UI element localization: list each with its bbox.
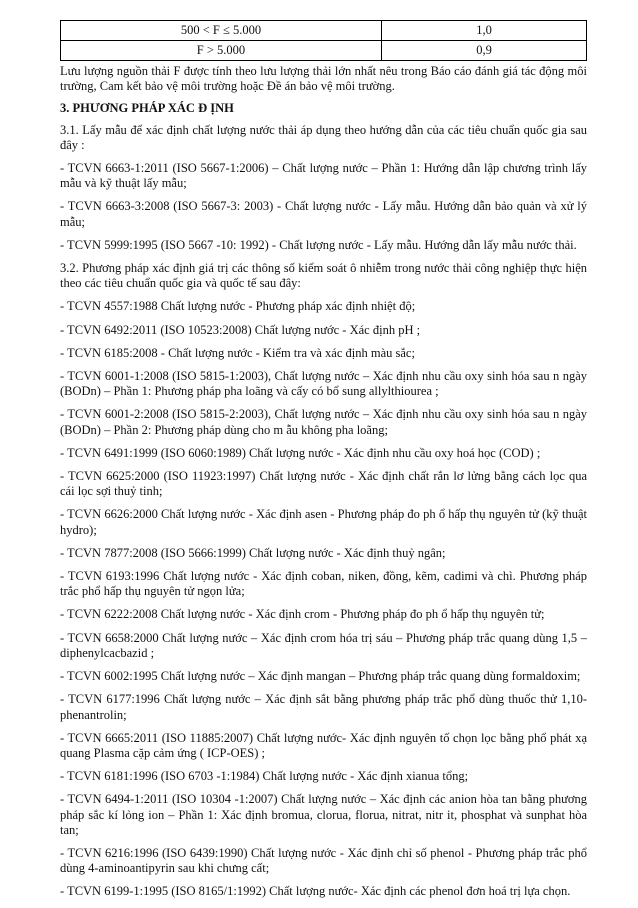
paragraph: - TCVN 6663-3:2008 (ISO 5667-3: 2003) - Chất lượng nước - Lấy mẫu. Hướng dẫn bảo quản và xử lý mẫu;	[60, 199, 587, 229]
paragraph: - TCVN 6625:2000 (ISO 11923:1997) Chất lượng nước - Xác định chất rắn lơ lửng bằng cách lọc qua cái lọc sợi thuỷ tinh;	[60, 469, 587, 499]
coefficient-table	[60, 20, 587, 61]
paragraph: - TCVN 6181:1996 (ISO 6703 -1:1984) Chất lượng nước - Xác định xianua tổng;	[60, 769, 469, 784]
paragraph: - TCVN 6002:1995 Chất lượng nước – Xác định mangan – Phương pháp trắc quang dùng formaldoxim;	[60, 669, 581, 684]
paragraph: - TCVN 6222:2008 Chất lượng nước - Xác định crom - Phương pháp đo ph ổ hấp thụ nguyên tử;	[60, 607, 545, 622]
table-cell-range: F > 5.000	[61, 41, 382, 61]
paragraph: - TCVN 6177:1996 Chất lượng nước – Xác định sắt bằng phương pháp trắc phổ dùng thuốc thử 1,10-phenantrolin;	[60, 692, 587, 722]
paragraph: - TCVN 5999:1995 (ISO 5667 -10: 1992) - Chất lượng nước - Lấy mẫu. Hướng dẫn lấy mẫu nước thải.	[60, 237, 577, 252]
paragraph: - TCVN 6199-1:1995 (ISO 8165/1:1992) Chất lượng nước- Xác định các phenol đơn hoá trị lựa chọn.	[60, 884, 571, 899]
section-heading: 3. PHƯƠNG PHÁP XÁC Đ ỊNH	[60, 101, 234, 116]
paragraph: - TCVN 6185:2008 - Chất lượng nước - Kiểm tra và xác định màu sắc;	[60, 345, 415, 360]
paragraph: 3.1. Lấy mẫu để xác định chất lượng nước thải áp dụng theo hướng dẫn của các tiêu chuẩn quốc gia sau đây :	[60, 122, 587, 152]
flow-note: Lưu lượng nguồn thải F được tính theo lưu lượng thải lớn nhất nêu trong Báo cáo đánh giá tác động môi trường, Cam kết bảo vệ môi trường hoặc Đề án bảo vệ môi trường.	[60, 64, 587, 94]
paragraph: - TCVN 7877:2008 (ISO 5666:1999) Chất lượng nước - Xác định thuỷ ngân;	[60, 545, 446, 560]
paragraph: - TCVN 6658:2000 Chất lượng nước – Xác định crom hóa trị sáu – Phương pháp trắc quang dùng 1,5 – diphenylcacbazid ;	[60, 630, 587, 660]
paragraph: - TCVN 6626:2000 Chất lượng nước - Xác định asen - Phương pháp đo ph ổ hấp thụ nguyên tử (kỹ thuật hydro);	[60, 507, 587, 537]
paragraph: - TCVN 6216:1996 (ISO 6439:1990) Chất lượng nước - Xác định chỉ số phenol - Phương pháp trắc phổ dùng 4-aminoantipyrin sau khi chưng cất;	[60, 845, 587, 876]
document-body	[60, 64, 587, 908]
paragraph-list	[60, 123, 587, 900]
paragraph: - TCVN 6193:1996 Chất lượng nước - Xác định coban, niken, đồng, kẽm, cadimi và chì. Phương pháp trắc phổ hấp thụ nguyên tử ngọn lửa;	[60, 569, 587, 599]
table-cell-coefficient: 0,9	[382, 41, 587, 61]
paragraph: - TCVN 6663-1:2011 (ISO 5667-1:2006) – Chất lượng nước – Phần 1: Hướng dẫn lập chương trình lấy mẫu và kỹ thuật lấy mẫu;	[60, 161, 587, 191]
table-cell-range: 500 < F ≤ 5.000	[61, 21, 382, 41]
table-row	[61, 41, 587, 61]
paragraph: - TCVN 6001-1:2008 (ISO 5815-1:2003), Chất lượng nước – Xác định nhu cầu oxy sinh hóa sau n ngày (BODn) – Phần 1: Phương pháp pha loãng và cấy có bổ sung allylthiourea ;	[60, 369, 587, 399]
paragraph: - TCVN 6492:2011 (ISO 10523:2008) Chất lượng nước - Xác định pH ;	[60, 322, 421, 337]
table-cell-coefficient: 1,0	[382, 21, 587, 41]
paragraph: - TCVN 4557:1988 Chất lượng nước - Phương pháp xác định nhiệt độ;	[60, 299, 416, 314]
paragraph: - TCVN 6491:1999 (ISO 6060:1989) Chất lượng nước - Xác định nhu cầu oxy hoá học (COD) ;	[60, 445, 541, 460]
table-row	[61, 21, 587, 41]
paragraph: - TCVN 6665:2011 (ISO 11885:2007) Chất lượng nước- Xác định nguyên tố chọn lọc bằng phổ phát xạ quang Plasma cặp cảm ứng ( ICP-OES) ;	[60, 730, 587, 760]
paragraph: - TCVN 6001-2:2008 (ISO 5815-2:2003), Chất lượng nước – Xác định nhu cầu oxy sinh hóa sau n ngày (BODn) – Phần 2: Phương pháp dùng cho m ẫu không pha loãng;	[60, 407, 587, 437]
paragraph: 3.2. Phương pháp xác định giá trị các thông số kiểm soát ô nhiễm trong nước thải công nghiệp thực hiện theo các tiêu chuẩn quốc gia và quốc tế sau đây:	[60, 261, 587, 291]
paragraph: - TCVN 6494-1:2011 (ISO 10304 -1:2007) Chất lượng nước – Xác định các anion hòa tan bằng phương pháp sắc kí lỏng ion – Phần 1: Xác định bromua, clorua, florua, nitrat, nitr it, phosphat và sunphat hòa tan;	[60, 792, 587, 837]
